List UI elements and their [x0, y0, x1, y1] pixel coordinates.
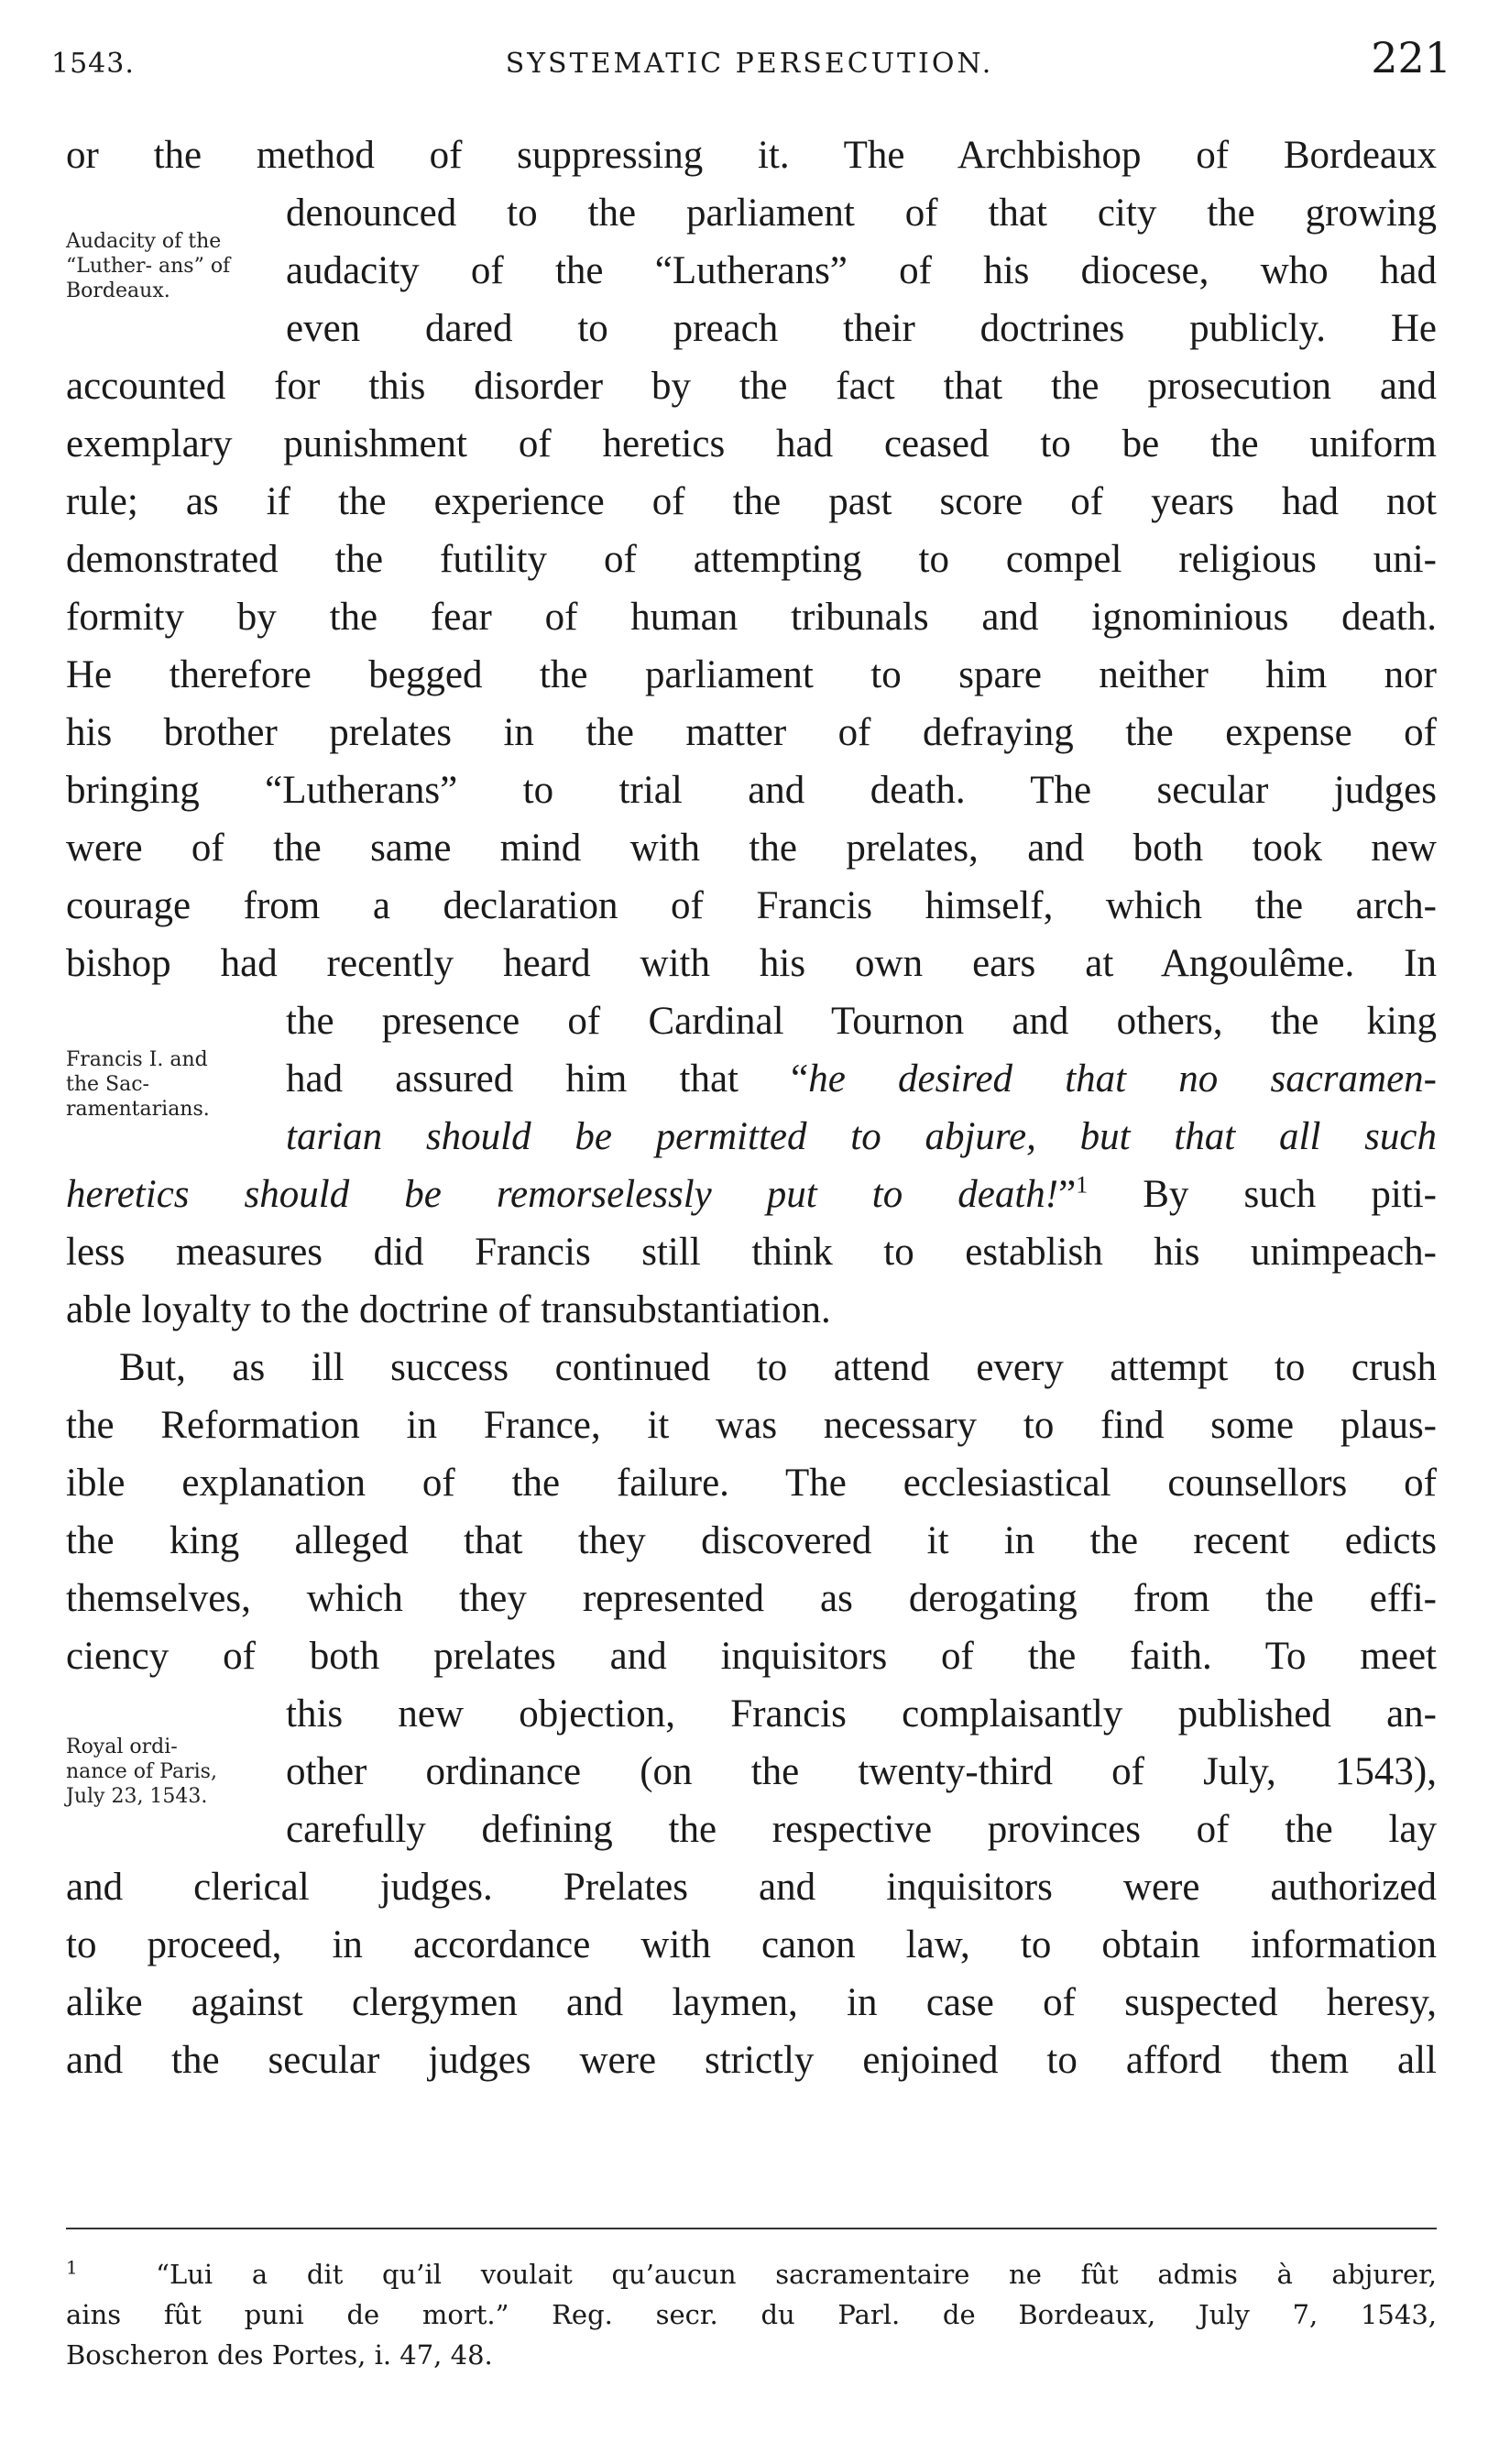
body-line: able loyalty to the doctrine of transubstantiation.	[66, 1288, 831, 1331]
page-number: 221	[1371, 33, 1451, 82]
body-line: courage from a declaration of Francis himself, which the arch-	[66, 884, 1437, 927]
body-line: and the secular judges were strictly enjoined to afford them all	[66, 2039, 1437, 2082]
body-line	[286, 1052, 1437, 1107]
header-title: SYSTEMATIC PERSECUTION.	[505, 48, 994, 80]
footnote-line: Boscheron des Portes, i. 47, 48.	[66, 2339, 493, 2371]
body-line: his brother prelates in the matter of defraying the expense of	[66, 711, 1437, 754]
body-line: themselves, which they represented as derogating from the effi-	[66, 1577, 1437, 1620]
body-line: or the method of suppressing it. The Archbishop of Bordeaux	[66, 134, 1437, 177]
body-line: the Reformation in France, it was necessary to find some plaus-	[66, 1404, 1437, 1447]
body-line: other ordinance (on the twenty-third of July, 1543),	[286, 1750, 1437, 1793]
body-text-run: By such piti-	[1088, 1173, 1437, 1216]
sidenote-francis: Francis I. and the Sac- ramentarians.	[66, 1048, 210, 1121]
italic-quote: heretics should be remorselessly put to death!	[66, 1173, 1059, 1216]
italic-quote: he desired that no sacramen-	[808, 1057, 1437, 1101]
body-line: bringing “Lutherans” to trial and death. The secular judges	[66, 769, 1437, 812]
body-line: and clerical judges. Prelates and inquisitors were authorized	[66, 1866, 1437, 1909]
footnote-line	[66, 2254, 1437, 2294]
body-line: this new objection, Francis complaisantly published an-	[286, 1692, 1437, 1736]
body-text-run: ”	[1058, 1173, 1077, 1216]
footnote-ref: 1	[1076, 1171, 1089, 1199]
footnote-divider	[66, 2228, 1437, 2229]
body-line: alike against clergymen and laymen, in case of suspected heresy,	[66, 1981, 1437, 2024]
body-line: accounted for this disorder by the fact that the prosecution and	[66, 365, 1437, 408]
sidenote-royal-ordinance: Royal ordi- nance of Paris, July 23, 1543.	[66, 1736, 217, 1808]
body-text-run: had assured him that “	[286, 1057, 809, 1101]
body-line: bishop had recently heard with his own ears at Angoulême. In	[66, 942, 1437, 985]
body-line: ciency of both prelates and inquisitors of the faith. To meet	[66, 1635, 1437, 1678]
body-line: denounced to the parliament of that city the growing	[286, 192, 1437, 235]
body-line	[66, 1167, 1437, 1222]
body-line: were of the same mind with the prelates, and both took new	[66, 827, 1437, 870]
body-line: to proceed, in accordance with canon law, to obtain information	[66, 1923, 1437, 1966]
footnote-text: “Lui a dit qu’il voulait qu’aucun sacramentaire ne fût admis à abjurer,	[156, 2259, 1437, 2290]
body-line: audacity of the “Lutherans” of his diocese, who had	[286, 249, 1437, 292]
footnote-line: ains fût puni de mort.” Reg. secr. du Parl. de Bordeaux, July 7, 1543,	[66, 2299, 1437, 2330]
body-line: formity by the fear of human tribunals and ignominious death.	[66, 596, 1437, 639]
body-line: the presence of Cardinal Tournon and others, the king	[286, 1000, 1437, 1043]
body-line: rule; as if the experience of the past score of years had not	[66, 480, 1437, 523]
body-line: demonstrated the futility of attempting to compel religious uni-	[66, 538, 1437, 581]
body-line: the king alleged that they discovered it in the recent edicts	[66, 1519, 1437, 1562]
italic-quote: tarian should be permitted to abjure, but that all such	[286, 1115, 1437, 1158]
body-line: carefully defining the respective provinces of the lay	[286, 1808, 1437, 1851]
footnote-marker: 1	[66, 2256, 78, 2279]
running-header	[48, 27, 1451, 92]
body-line: less measures did Francis still think to establish his unimpeach-	[66, 1231, 1437, 1274]
sidenote-audacity: Audacity of the “Luther- ans” of Bordeaux.	[66, 230, 231, 302]
body-line: exemplary punishment of heretics had ceased to be the uniform	[66, 422, 1437, 465]
paragraph-start: But, as ill success continued to attend every attempt to crush	[119, 1346, 1437, 1389]
body-line: ible explanation of the failure. The ecclesiastical counsellors of	[66, 1462, 1437, 1505]
body-line: even dared to preach their doctrines publicly. He	[286, 307, 1437, 350]
header-year: 1543.	[51, 48, 135, 80]
body-line: He therefore begged the parliament to spare neither him nor	[66, 653, 1437, 696]
footnote	[66, 2254, 1437, 2375]
